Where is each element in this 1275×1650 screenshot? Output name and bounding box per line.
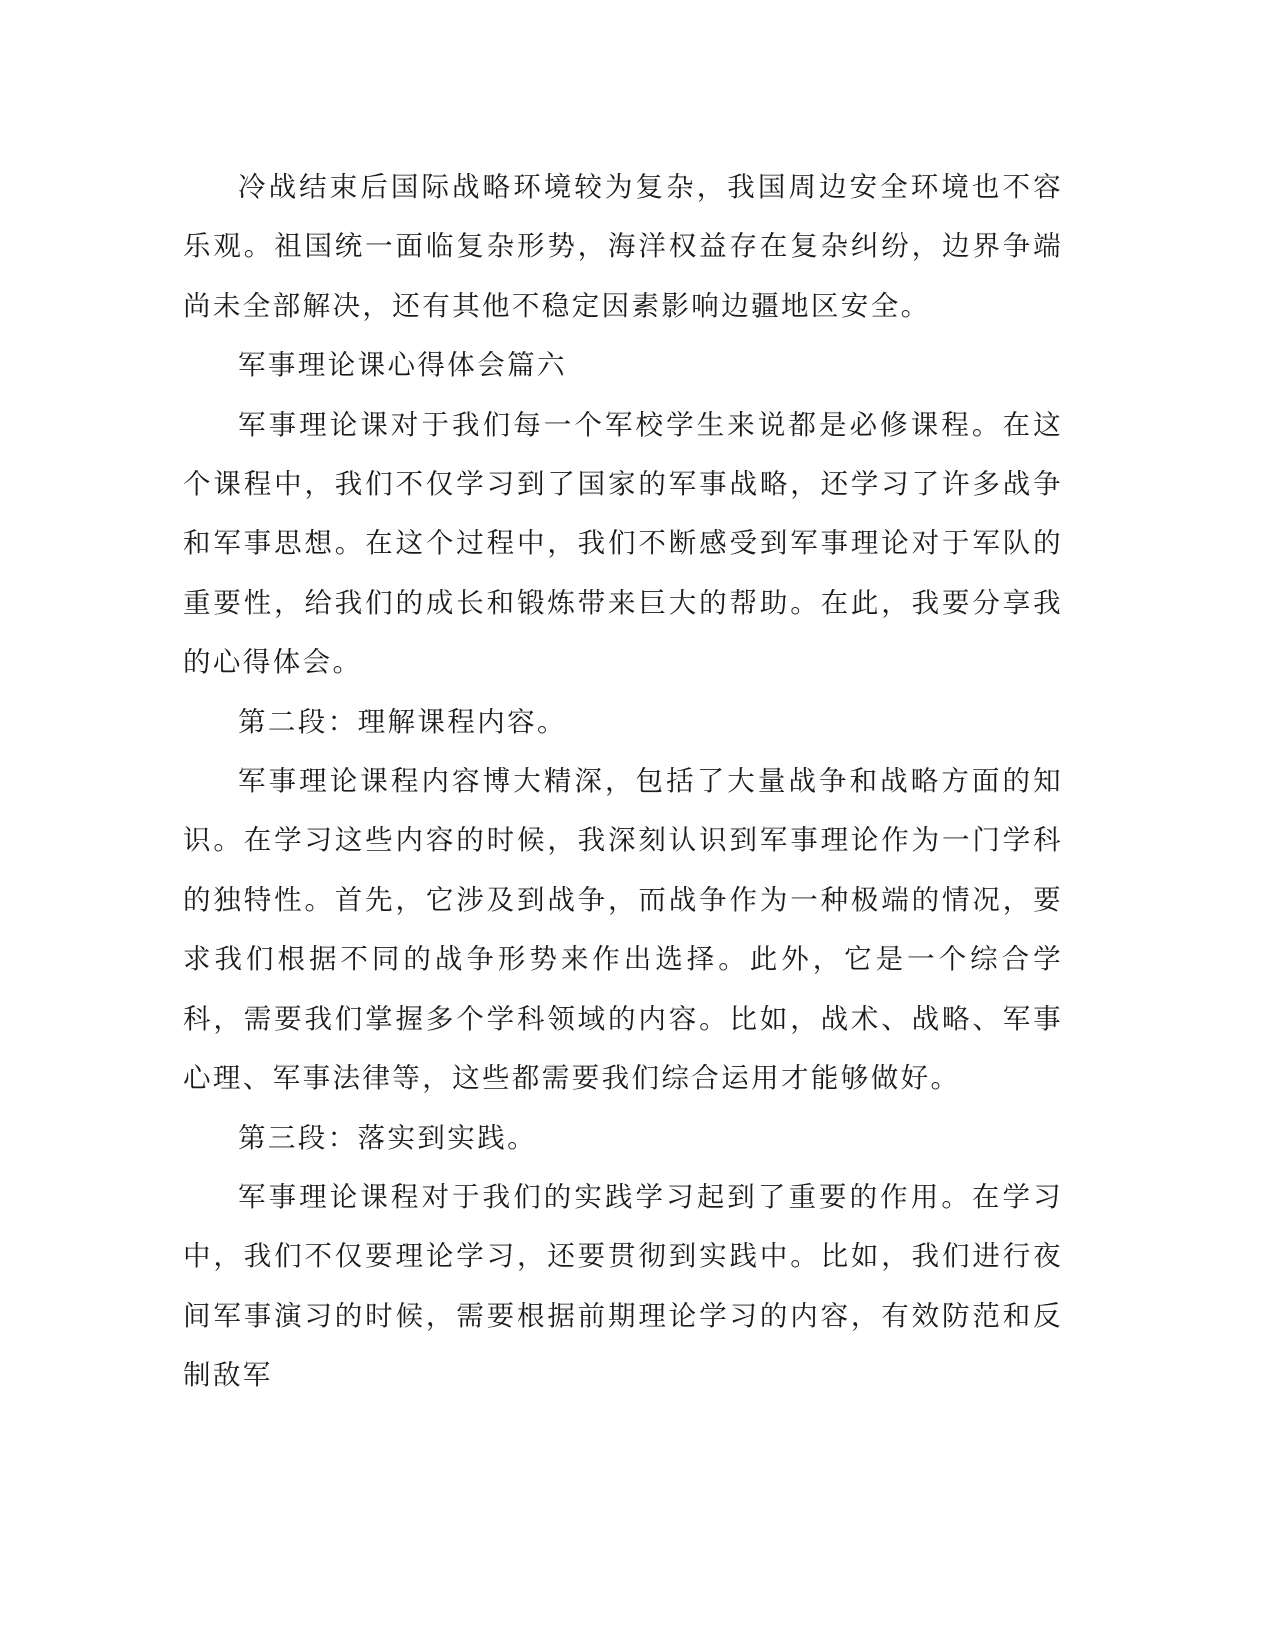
paragraph-course-content: 军事理论课程内容博大精深，包括了大量战争和战略方面的知识。在学习这些内容的时候，我深刻认识到军事理论作为一门学科的独特性。首先，它涉及到战争，而战争作为一种极端的情况，要求我们根据不同的战争形势来作出选择。此外，它是一个综合学科，需要我们掌握多个学科领域的内容。比如，战术、战略、军事心理、军事法律等，这些都需要我们综合运用才能够做好。 bbox=[183, 765, 1063, 1095]
paragraph-practice: 军事理论课程对于我们的实践学习起到了重要的作用。在学习中，我们不仅要理论学习，还要贯彻到实践中。比如，我们进行夜间军事演习的时候，需要根据前期理论学习的内容，有效防范和反制敌军 bbox=[183, 1180, 1063, 1392]
paragraph-course-intro: 军事理论课对于我们每一个军校学生来说都是必修课程。在这个课程中，我们不仅学习到了国家的军事战略，还学习了许多战争和军事思想。在这个过程中，我们不断感受到军事理论对于军队的重要性，给我们的成长和锻炼带来巨大的帮助。在此，我要分享我的心得体会。 bbox=[183, 408, 1063, 679]
section-heading-part-six: 军事理论课心得体会篇六 bbox=[238, 349, 567, 382]
document-body bbox=[183, 158, 1063, 1406]
section-heading-third: 第三段：落实到实践。 bbox=[238, 1121, 537, 1154]
paragraph-security-environment: 冷战结束后国际战略环境较为复杂，我国周边安全环境也不容乐观。祖国统一面临复杂形势，海洋权益存在复杂纠纷，边界争端尚未全部解决，还有其他不稳定因素影响边疆地区安全。 bbox=[183, 171, 1063, 322]
section-heading-second: 第二段：理解课程内容。 bbox=[238, 705, 567, 738]
